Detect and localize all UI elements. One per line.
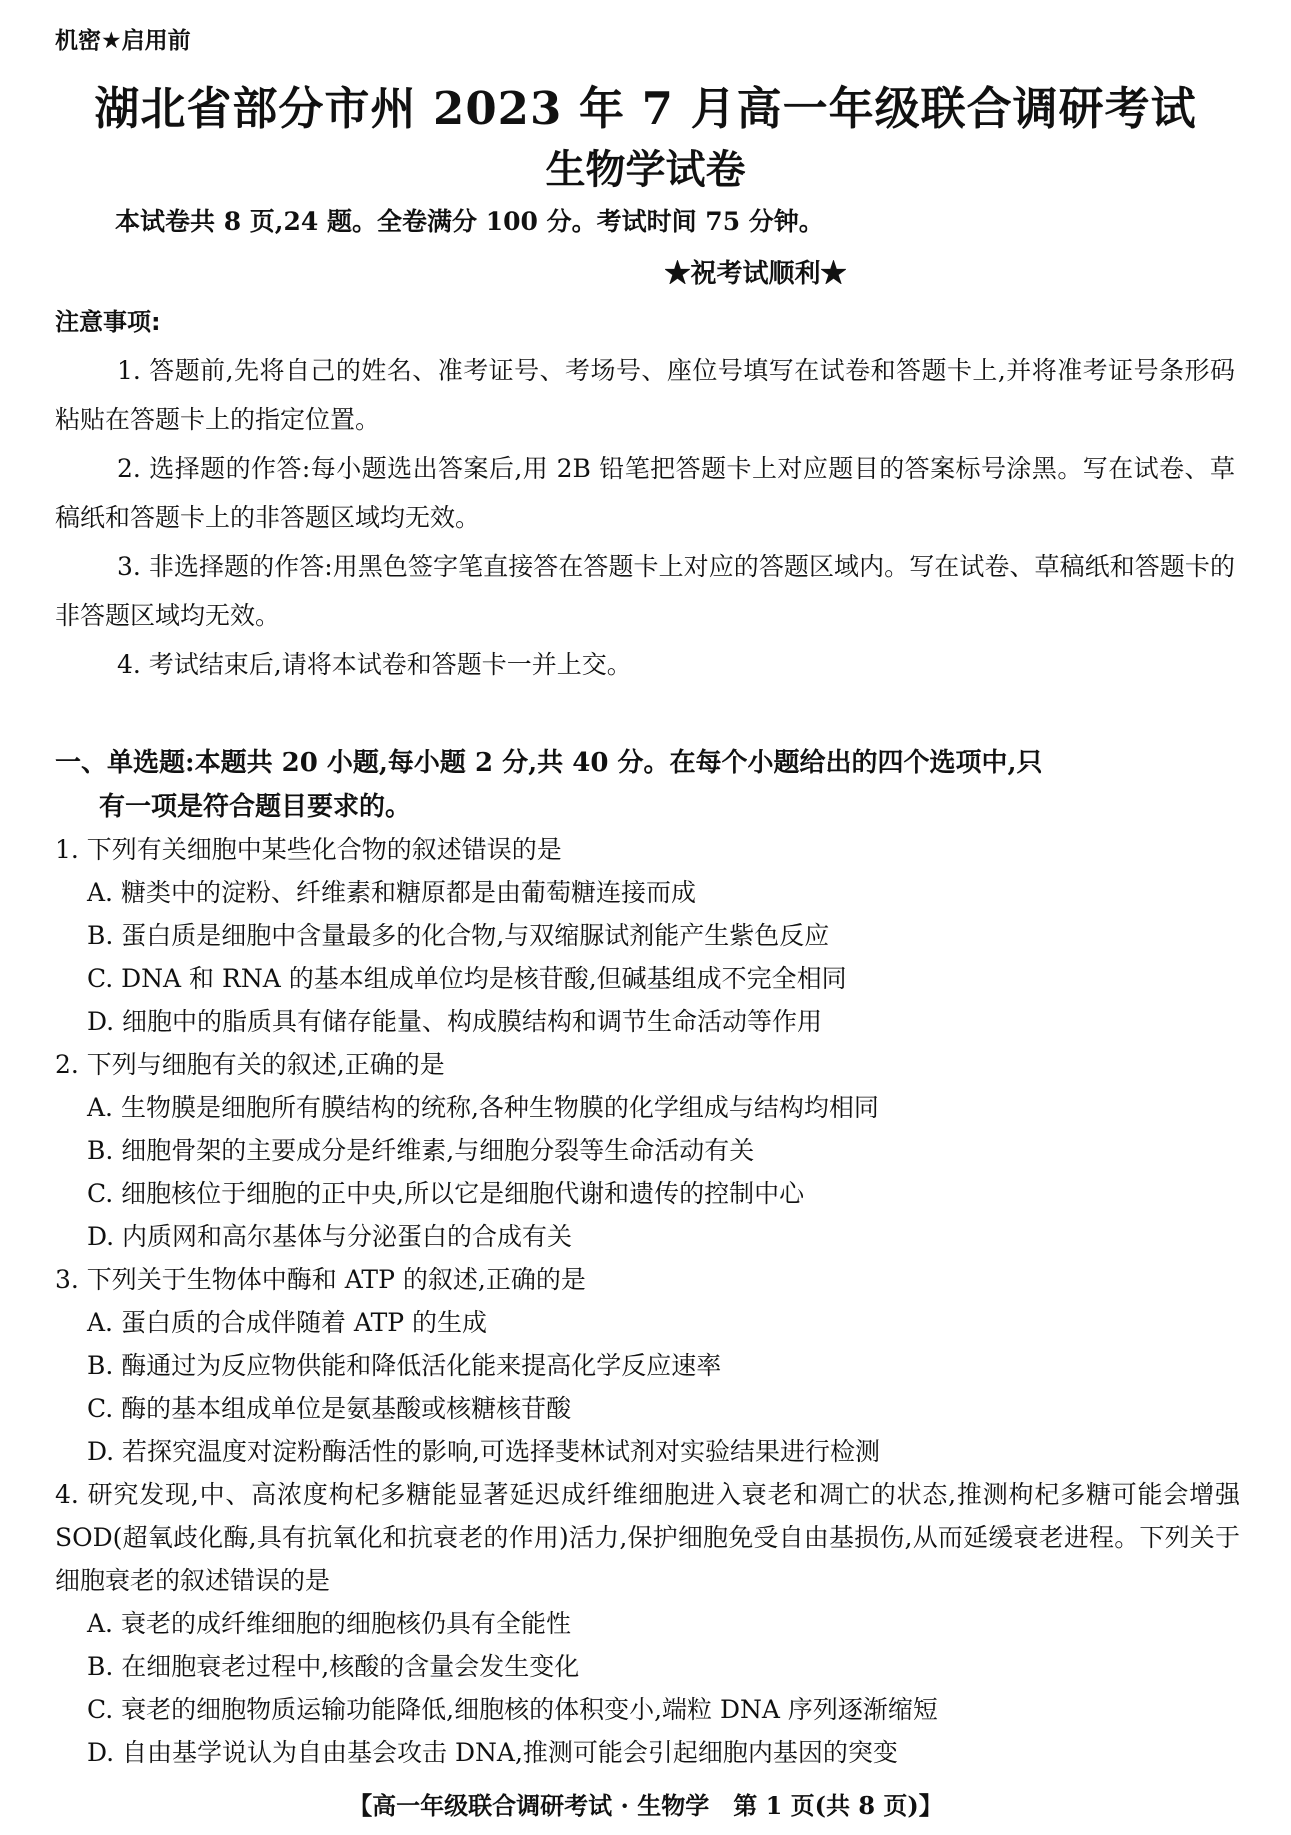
question-stem: 2. 下列与细胞有关的叙述,正确的是 [55, 1050, 445, 1079]
question-option: C. 衰老的细胞物质运输功能降低,细胞核的体积变小,端粒 DNA 序列逐渐缩短 [87, 1695, 938, 1724]
question-stem: 3. 下列关于生物体中酶和 ATP 的叙述,正确的是 [55, 1265, 586, 1294]
question-option: D. 内质网和高尔基体与分泌蛋白的合成有关 [87, 1222, 573, 1251]
question-option: B. 细胞骨架的主要成分是纤维素,与细胞分裂等生命活动有关 [87, 1136, 755, 1165]
section-heading [55, 741, 1235, 829]
question-option: D. 若探究温度对淀粉酶活性的影响,可选择斐林试剂对实验结果进行检测 [87, 1437, 880, 1466]
question [55, 828, 1240, 1043]
question-stem: 1. 下列有关细胞中某些化合物的叙述错误的是 [55, 835, 562, 864]
question [55, 1258, 1240, 1473]
question-stem: 4. 研究发现,中、高浓度枸杞多糖能显著延迟成纤维细胞进入衰老和凋亡的状态,推测枸杞多糖可能会增强 SOD(超氧歧化酶,具有抗氧化和抗衰老的作用)活力,保护细胞免受自由基损伤,从而延缓衰老进程。下列关于细胞衰老的叙述错误的是 [55, 1480, 1240, 1595]
question-list [55, 828, 1240, 1774]
question-option: D. 细胞中的脂质具有储存能量、构成膜结构和调节生命活动等作用 [87, 1007, 823, 1036]
exam-title: 湖北省部分市州 2023 年 7 月高一年级联合调研考试 [94, 82, 1197, 135]
question-option: A. 蛋白质的合成伴随着 ATP 的生成 [87, 1308, 488, 1337]
section-heading-line-1: 一、单选题:本题共 20 小题,每小题 2 分,共 40 分。在每个小题给出的四个选项中,只 [55, 748, 1043, 778]
exam-subtitle: 生物学试卷 [545, 147, 746, 193]
question [55, 1473, 1240, 1774]
question-option: C. 酶的基本组成单位是氨基酸或核糖核苷酸 [87, 1394, 572, 1423]
question-option: C. DNA 和 RNA 的基本组成单位均是核苷酸,但碱基组成不完全相同 [87, 964, 847, 993]
question-option: D. 自由基学说认为自由基会攻击 DNA,推测可能会引起细胞内基因的突变 [87, 1738, 898, 1767]
question-option: B. 蛋白质是细胞中含量最多的化合物,与双缩脲试剂能产生紫色反应 [87, 921, 830, 950]
question-option: A. 衰老的成纤维细胞的细胞核仍具有全能性 [87, 1609, 571, 1638]
question-option: A. 糖类中的淀粉、纤维素和糖原都是由葡萄糖连接而成 [87, 878, 696, 907]
question-option: B. 酶通过为反应物供能和降低活化能来提高化学反应速率 [87, 1351, 722, 1380]
question-option: A. 生物膜是细胞所有膜结构的统称,各种生物膜的化学组成与结构均相同 [87, 1093, 879, 1122]
note-item: 4. 考试结束后,请将本试卷和答题卡一并上交。 [117, 650, 632, 679]
note-item: 1. 答题前,先将自己的姓名、准考证号、考场号、座位号填写在试卷和答题卡上,并将准考证号条形码粘贴在答题卡上的指定位置。 [55, 356, 1235, 434]
note-item: 2. 选择题的作答:每小题选出答案后,用 2B 铅笔把答题卡上对应题目的答案标号涂黑。写在试卷、草稿纸和答题卡上的非答题区域均无效。 [55, 454, 1235, 532]
section-heading-line-2: 有一项是符合题目要求的。 [99, 792, 412, 822]
page-footer: 【高一年级联合调研考试 · 生物学 第 1 页(共 8 页)】 [348, 1791, 943, 1820]
notes-list [55, 346, 1235, 689]
question [55, 1043, 1240, 1258]
note-item: 3. 非选择题的作答:用黑色签字笔直接答在答题卡上对应的答题区域内。写在试卷、草稿纸和答题卡的非答题区域均无效。 [55, 552, 1235, 630]
good-luck-line: ★祝考试顺利★ [664, 259, 847, 289]
exam-intro: 本试卷共 8 页,24 题。全卷满分 100 分。考试时间 75 分钟。 [115, 207, 824, 236]
question-option: B. 在细胞衰老过程中,核酸的含量会发生变化 [87, 1652, 580, 1681]
question-option: C. 细胞核位于细胞的正中央,所以它是细胞代谢和遗传的控制中心 [87, 1179, 805, 1208]
confidential-mark: 机密★启用前 [55, 28, 191, 54]
notes-heading: 注意事项: [55, 308, 161, 336]
